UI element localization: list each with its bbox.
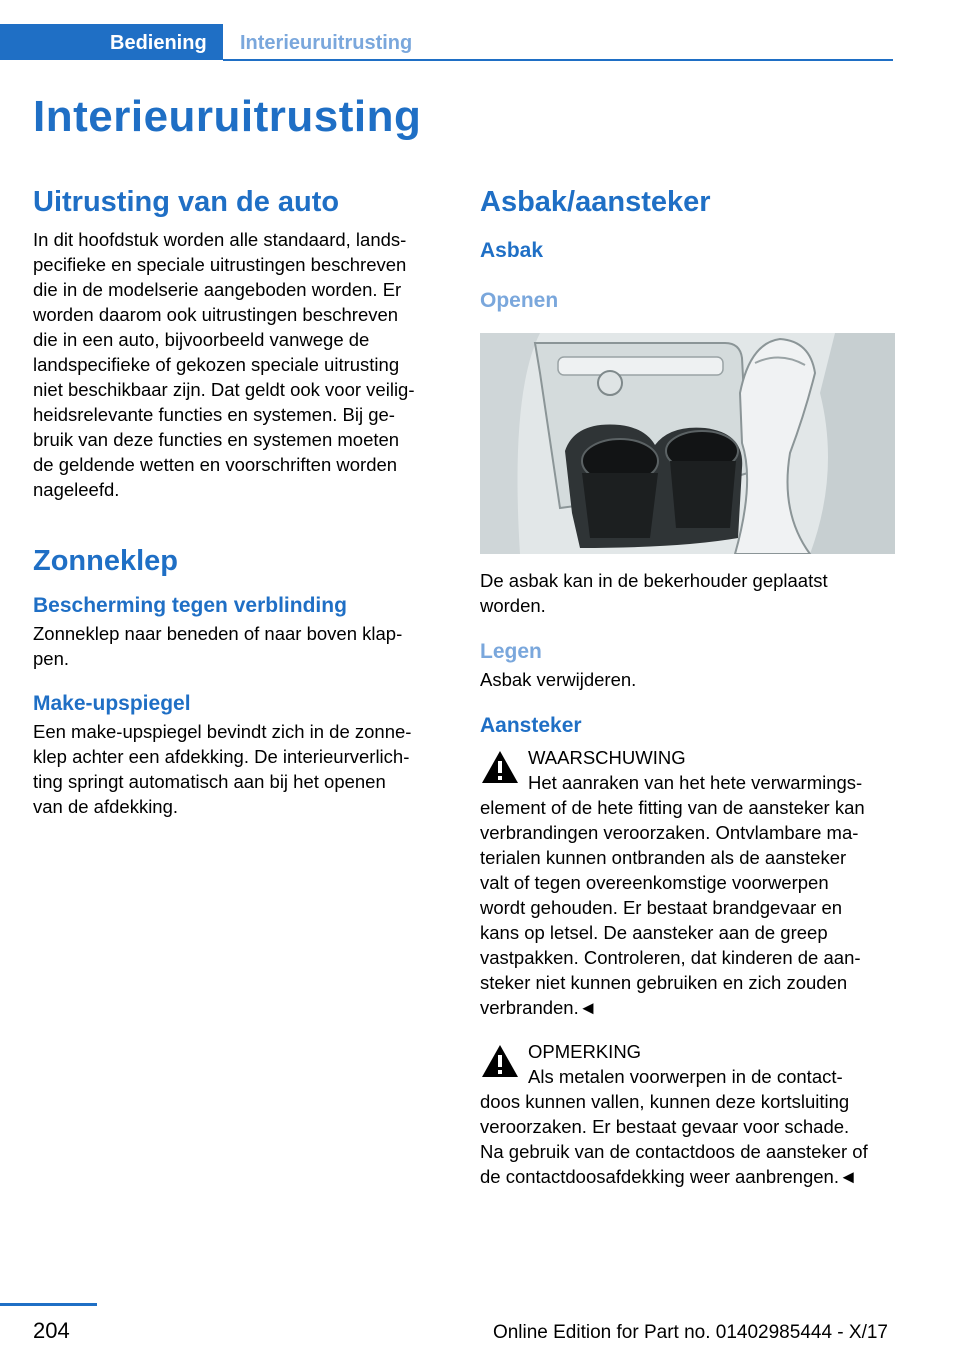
warning-block (480, 745, 895, 1020)
text-line: verbranden.◄ (480, 997, 598, 1018)
subsection-title-verblinding: Bescherming tegen verblinding (33, 594, 347, 617)
section-title-uitrusting: Uitrusting van de auto (33, 186, 340, 218)
text-line: Een make-upspiegel bevindt zich in de zonne- (33, 721, 412, 742)
text-line: van de afdekking. (33, 796, 179, 817)
text-line: terialen kunnen ontbranden als de aansteker (480, 847, 847, 868)
warning-triangle-icon (480, 1043, 520, 1079)
text-line: pecifieke en speciale uitrustingen beschreven (33, 254, 407, 275)
warning-triangle-icon (480, 749, 520, 785)
footer-rule (0, 1303, 97, 1306)
ashtray-cupholder-illustration (480, 333, 895, 554)
header-rule (223, 59, 893, 61)
text-line: die in een auto, bijvoorbeeld vanwege de (33, 329, 370, 350)
text-line: niet beschikbaar zijn. Dat geldt ook voor veilig- (33, 379, 415, 400)
uitrusting-paragraph (33, 227, 448, 502)
text-line: ting springt automatisch aan bij het openen (33, 771, 386, 792)
text-line: nageleefd. (33, 479, 120, 500)
text-line: die in de modelserie aangeboden worden. Er (33, 279, 402, 300)
header-tabbar (0, 24, 893, 60)
text-line: Het aanraken van het hete verwarmings- (528, 772, 863, 793)
subsection-title-make-upspiegel: Make-upspiegel (33, 692, 191, 715)
text-line: worden daarom ook uitrustingen beschreven (33, 304, 399, 325)
text-line: bruik van deze functies en systemen moeten (33, 429, 400, 450)
subsection-title-asbak: Asbak (480, 239, 544, 262)
caption (480, 568, 895, 618)
subsection-title-openen: Openen (480, 289, 559, 312)
text-line: klep achter een afdekking. De interieurverlich- (33, 746, 410, 767)
tab-bediening[interactable]: Bediening (0, 24, 223, 60)
text-line: landspecifieke of gekozen speciale uitrusting (33, 354, 400, 375)
text-line: Zonneklep naar beneden of naar boven klap- (33, 623, 403, 644)
text-line: In dit hoofdstuk worden alle standaard, lands- (33, 229, 407, 250)
right-column (480, 182, 895, 1189)
tab-interieuruitrusting[interactable]: Interieuruitrusting (240, 32, 413, 54)
left-column (33, 182, 448, 819)
text-line: heidsrelevante functies en systemen. Bij ge- (33, 404, 395, 425)
text-line: Asbak verwijderen. (480, 669, 637, 690)
text-line: veroorzaken. Er bestaat gevaar voor schade. (480, 1116, 850, 1137)
text-line: vastpakken. Controleren, dat kinderen de aan- (480, 947, 861, 968)
section-title-zonneklep: Zonneklep (33, 545, 179, 577)
text-line: verbrandingen veroorzaken. Ontvlambare ma- (480, 822, 859, 843)
page-number: 204 (33, 1318, 70, 1343)
text-line: de geldende wetten en voorschriften worden (33, 454, 398, 475)
text-line: wordt gehouden. Er bestaat brandgevaar en (480, 897, 843, 918)
warning-label: WAARSCHUWING (528, 747, 686, 768)
page-title: Interieuruitrusting (33, 92, 422, 141)
text-line: worden. (480, 595, 546, 616)
note-block (480, 1039, 895, 1189)
section-title-asbak-aansteker: Asbak/aansteker (480, 186, 711, 218)
note-label: OPMERKING (528, 1041, 642, 1062)
text-line: element of de hete fitting van de aansteker kan (480, 797, 865, 818)
subsection-title-legen: Legen (480, 640, 542, 663)
edition-text: Online Edition for Part no. 01402985444 - X/17 (492, 1322, 888, 1343)
text-line: Als metalen voorwerpen in de contact- (528, 1066, 843, 1087)
text-line: de contactdoosafdekking weer aanbrengen.◄ (480, 1166, 858, 1187)
text-line: kans op letsel. De aansteker aan de greep (480, 922, 828, 943)
text-line: pen. (33, 648, 70, 669)
text-line: De asbak kan in de bekerhouder geplaatst (480, 570, 828, 591)
text-line: steker niet kunnen gebruiken en zich zouden (480, 972, 848, 993)
text-line: doos kunnen vallen, kunnen deze kortsluiting (480, 1091, 850, 1112)
text-line: valt of tegen overeenkomstige voorwerpen (480, 872, 829, 893)
subsection-title-aansteker: Aansteker (480, 714, 582, 737)
text-line: Na gebruik van de contactdoos de aansteker of (480, 1141, 868, 1162)
